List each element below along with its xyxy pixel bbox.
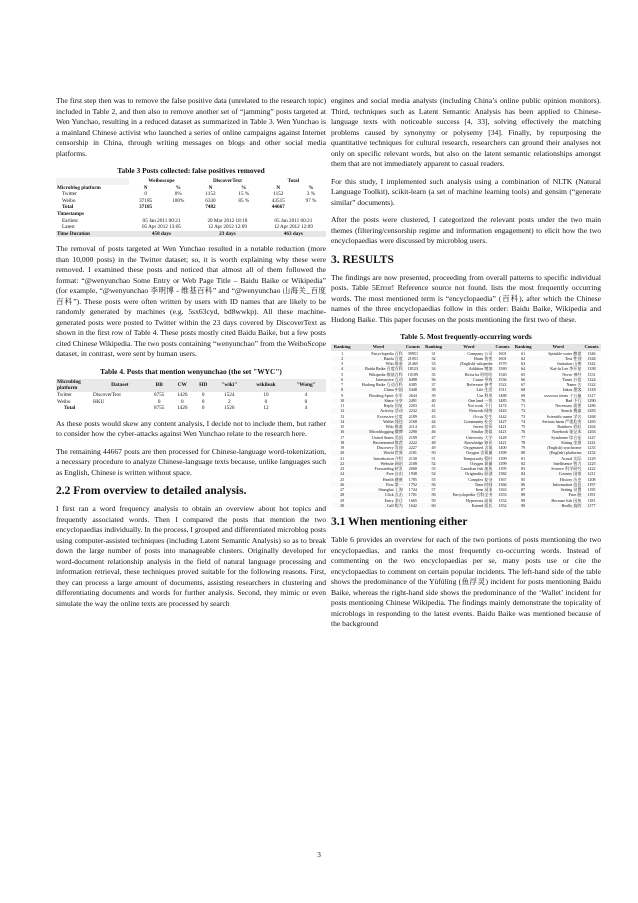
table-5 [331,344,601,508]
t3-row-label: Microblog platform [57,184,101,191]
table-row: Twitter 0 0% 1152 15 % 1152 3 % [62,191,316,198]
t5-header: Counts [493,344,512,351]
table-row: 11 Reply 回复 2203 41 Not work 不行 1474 71 Necessary 需要 1286 [340,403,596,409]
t3-subcol: N [276,184,281,191]
t3-subcol: N [208,184,213,191]
paragraph: Table 6 provides an overview for each of the two portions of posts mentioning the two encyclopaedias, and ranks the most frequently co-occurring words. Instead of commenting on the two encyclopaedias per se, many posts use or cite the encyclopaedias to comment on certain popular incidents. The left-hand side of the table shows the predominance of the Yùfúlíng (鱼浮灵) incident for posts mentioning Baidu Baike, whereas the right-hand side shows the predominance of the ‘Wallet’ incident for posts mentioning Chinese Wikipedia. The findings mainly demonstrate the topicality of microblogs in responding to the latest events. Baidu Baike was mentioned because of the background [331,535,601,629]
table-row: Total 8755 1426 0 1526 12 4 [64,405,308,412]
table-5-caption: Table 5. Most frequently-occurring words [400,332,532,341]
t3-subcol: % [241,184,247,191]
t5-header: Word [445,344,493,351]
paragraph: engines and social media analysts (including China’s online public opinion monitors). Third, techniques such as Latent Semantic Analysis has been applied to Chinese-language texts with noticeable success [4, 33], solving effectively the matching problems caused by synonymy or polysemy [34]. Finally, by repurposing the quantitative techniques for cultural research, researchers can ground their analyses not only on specific relevant words, but also on the latent semantic relationships amongst them that are not immediately apparent to casual readers. [331,96,601,168]
table-row: 1 Encyclopedia 百科 39951 31 Company 公司 1601 61 Sprinkle water 撒谎 1346 [341,350,596,356]
table-row: 18 Recommend 推荐 2222 48 Knowledge 知识 1421 78 Sitting 坐着 1241 [331,440,601,445]
paragraph: I first ran a word frequency analysis to obtain an overview about hot topics and frequently associated words. Then I compared the posts that mention the two encyclopaedias individually. In the process, I grouped and differentiated microblog posts using computer-assisted techniques (including Latent Semantic Analysis) so as to break down the large number of posts into manageable clusters. Originally developed for word-document relationship analysis in the field of natural language processing and information retrieval, these techniques proved suitable for the following reasons. First, they can process a large amount of documents, assisting researchers in clustering and differentiating documents and words for further analysis. Second, they mimic or even simulate the way the online texts are processed by search [56,504,326,608]
paragraph: After the posts were clustered, I categorized the relevant posts under the two main themes (filtering/censorship regime and information engagement) to elicit how the two encyclopaedias were discussed by microblog users. [331,215,601,245]
table-row: 23 Forwarding 转发 2068 53 Canadian fish 加鱼 1395 83 Science 科学研究 1222 [340,466,596,472]
table-row: 4 Baidu Baike 百度百科 18123 34 Addition 增加 1569 64 Kai-fu Lee 李开复 1338 [331,366,601,371]
table-3 [56,178,326,237]
table-row: Timestamps [57,210,84,217]
table-row: 28 Click 点击 1701 58 Encyclopedia 百科全书 1353 88 Face 脸 1191 [331,492,601,497]
table-row: 27 Shanghai 上海 1744 57 Item 词条 1363 87 Setting 设置 1195 [340,487,596,493]
table-row: 17 United States 美国 2109 47 University 大学 1428 77 Syndrome 综合征 1247 [340,434,596,440]
t5-header: Ranking [512,344,534,351]
t3-group: Weiboscope [148,178,175,184]
table-row: 15 Wiki 维基 2114 45 Invest 投资 1421 75 Rainbow 彩虹 1264 [340,424,596,430]
t3-subcol: % [175,184,181,191]
table-row: 5 Wikipedia 维基百科 10189 35 Ha ha ha 哈哈哈 1540 65 Nerve 神经 1331 [341,371,596,377]
table-row: Latest 05 Apr 2012 13:05 12 Apr 2012 12:09 12 Apr 2012 12:09 [62,224,313,231]
table-4-caption: Table 4. Posts that mention wenyunchao (the set "WYC") [100,366,282,376]
t5-header: Ranking [331,344,353,351]
paragraph: The removal of posts targeted at Wen Yunchao resulted in a notable reduction (more than 10,000 posts) in the Twitter dataset; so, it is worth explaining why these were removed. I examined these posts and noticed that almost all of them followed the format: “@wenyunchao Some Entry or Web Page Title – Baidu Baike or Wikipedia” (for example, “@wenyunchao 李明博 - 维基百科” and “@wenyunchao 山海关_百度百科”). These posts were often written by users with ID names that are likely to be randomly generated by machines (e.g. 5sx63cyd, bd8wwkp). All these machine-generated posts were posted to Twitter within the 23 days covered by DiscoverText as shown in the first row of Table 4. These posts mostly cited Baidu Baike, but a few posts cited Chinese Wikipedia. The two posts containing “wenyunchao” from the WeiboScope dataset, in contrast, were sent by human users. [56,244,326,359]
t5-header: Counts [403,344,422,351]
paragraph: The first step then was to remove the false positive data (unrelated to the research topic) included in Table 2, and then also to remove another set of “jamming” posts targeted at Wen Yunchao, resulting in a reduced dataset as summarized in Table 3. Wen Yunchao is a mainland Chinese activist who launched a series of online campaigns against Internet censorship in China, through writing messages on blogs and other social media platforms. [56,96,326,158]
subsection-heading: 3.1 When mentioning either [331,516,468,529]
table-row: 29 Entry 条目 1665 59 Hyperoxia 高氧 1352 89 Because fish 因鱼 1181 [340,497,596,503]
table-4: Microblog platform Dataset BB CW HD "wiki" wikileak "Wong" Twitter DiscoverText 8755 1426 0 1524 10 4 Weibo HKU 0 0 0 2 0 0 Total 8755 1426 0 1526 12 4 [56,379,326,412]
paragraph: As these posts would skew any content analysis, I decide not to include them, but rather to consider how the cyber-attacks against Wen Yunchao relate to the research here. [56,418,326,439]
table-row: 8 China 中国 5448 38 Life 生活 1511 68 Inkos 墨客 1318 [331,387,601,392]
t3-subcol: % [308,184,314,191]
table-row: 9 Flooding Spirit 水军 2644 39 Use 利用 1488 69 xxxxxxx times 十万遍 1317 [341,392,596,398]
table-row: 12 Activity 活动 2232 42 Network 网络 1443 72 Search 搜索 1283 [331,408,601,413]
table-row: 6 Interactive 互动 6498 36 Cause 导致 1536 66 Times 万倍 1324 [331,377,601,382]
paragraph: The findings are now presented, proceeding from overall patterns to specific individual posts. Table 5Error! Reference source not found. lists the most frequently occurring words. The most mentioned term is “encyclopaedia” (百科), after which the Chinese names of the three encyclopaedias follow in this order: Baidu Baike, Wikipedia and Hudong Baike. This paper focuses on the posts mentioning the first two of these. [331,272,601,324]
section-heading: 3. RESULTS [331,253,394,266]
t3-group: DiscoverText [212,178,242,184]
table-row: Weibo 37185 100% 6330 85 % 43515 97 % [62,197,317,204]
t3-group: Total [287,178,300,184]
table-row: 26 First 第一 1752 56 Time 时间 1366 86 Information 信息 1197 [331,482,601,487]
paragraph: For this study, I implemented such analysis using a combination of NLTK (Natural Language Toolkit), scikit-learn (a set of machine learning tools) and gensim (“generate similar” documents). [331,176,601,207]
table-row: Twitter DiscoverText 8755 1426 0 1524 10 4 [57,392,308,399]
table-row: 14 Wallet 钱包 2168 44 Community 社会 1427 74 Serious harm 严重危害 1265 [331,419,601,424]
table-row: 20 World 世界 2181 50 Oxygen 含氧量 1399 80 (English) platforms 1232 [331,450,601,455]
table-row: 2 Baidu 百度 21051 32 Harm 伤害 1601 62 Text 性别 1344 [331,356,601,361]
table-row: Total 37185 7482 44667 [62,204,285,211]
t5-header: Word [353,344,403,351]
table-row: 16 Microblogging 微博 2290 46 Similar 类似 1421 76 Notebook 笔记本 1263 [331,429,601,434]
table-row: 13 Excessive 过度 2189 43 Occur 发生 1442 73 Scientific name 学名 1268 [340,413,596,419]
table-row: Time Duration 458 days 23 days 463 days [56,231,326,238]
page-number: 3 [317,850,321,859]
paragraph: The remaining 44667 posts are then processed for Chinese-language word-tokenization, a necessary procedure to analyze Chinese-language texts because, unlike languages such as English, Chinese is written without space. [56,446,326,477]
t3-subcol: N [143,184,148,191]
table-3-caption: Table 3 Posts collected: false positives removed [117,166,265,175]
table-row: 19 Discovery 发现 2227 49 Oxygenated 含氧 1400 79 (English) synchrome 1235 [340,445,596,451]
table-row: 10 Share 分享 2491 40 One land 一块 1485 70 Bad 不行 1290 [331,398,601,403]
table-row: 24 Free 自由 1938 54 Originality 原创 1382 84 Country 国家 1211 [331,471,601,476]
table-row: 3 Wiki 维基 21465 33 (English) wikipedia 1570 63 Imitation 山寨 1342 [341,361,596,367]
table-row: 30 Call 称为 1642 60 Extend 延长 1352 90 Really 真的 1177 [331,503,601,508]
t5-header: Ranking [422,344,444,351]
table-row: 25 Health 健康 1785 55 Complex 复杂 1367 85 History 历史 1208 [340,476,596,482]
section-heading: 2.2 From overview to detailed analysis. [56,485,247,498]
table-row: Earliest 05 Jan 2011 00:21 20 Mar 2012 18:18 05 Jan 2011 00:21 [62,217,313,224]
table-row: 7 Hudong Baike 互动百科 6385 37 Reference 参考 1522 67 Name 名 1322 [341,382,596,388]
table-row: 21 Introduction 介绍 2130 51 Temporarily 暂时 1399 81 Actual 实际 1229 [340,455,596,461]
table-row: Weibo HKU 0 0 0 2 0 0 [57,398,308,405]
t5-header: Counts [582,344,601,351]
t5-header: Word [534,344,582,351]
table-row: 22 Website 网站 2108 52 Oxygen 氧量 1399 82 Intellisence 智力 1225 [331,461,601,466]
left-column [56,96,326,616]
right-column [331,96,601,637]
